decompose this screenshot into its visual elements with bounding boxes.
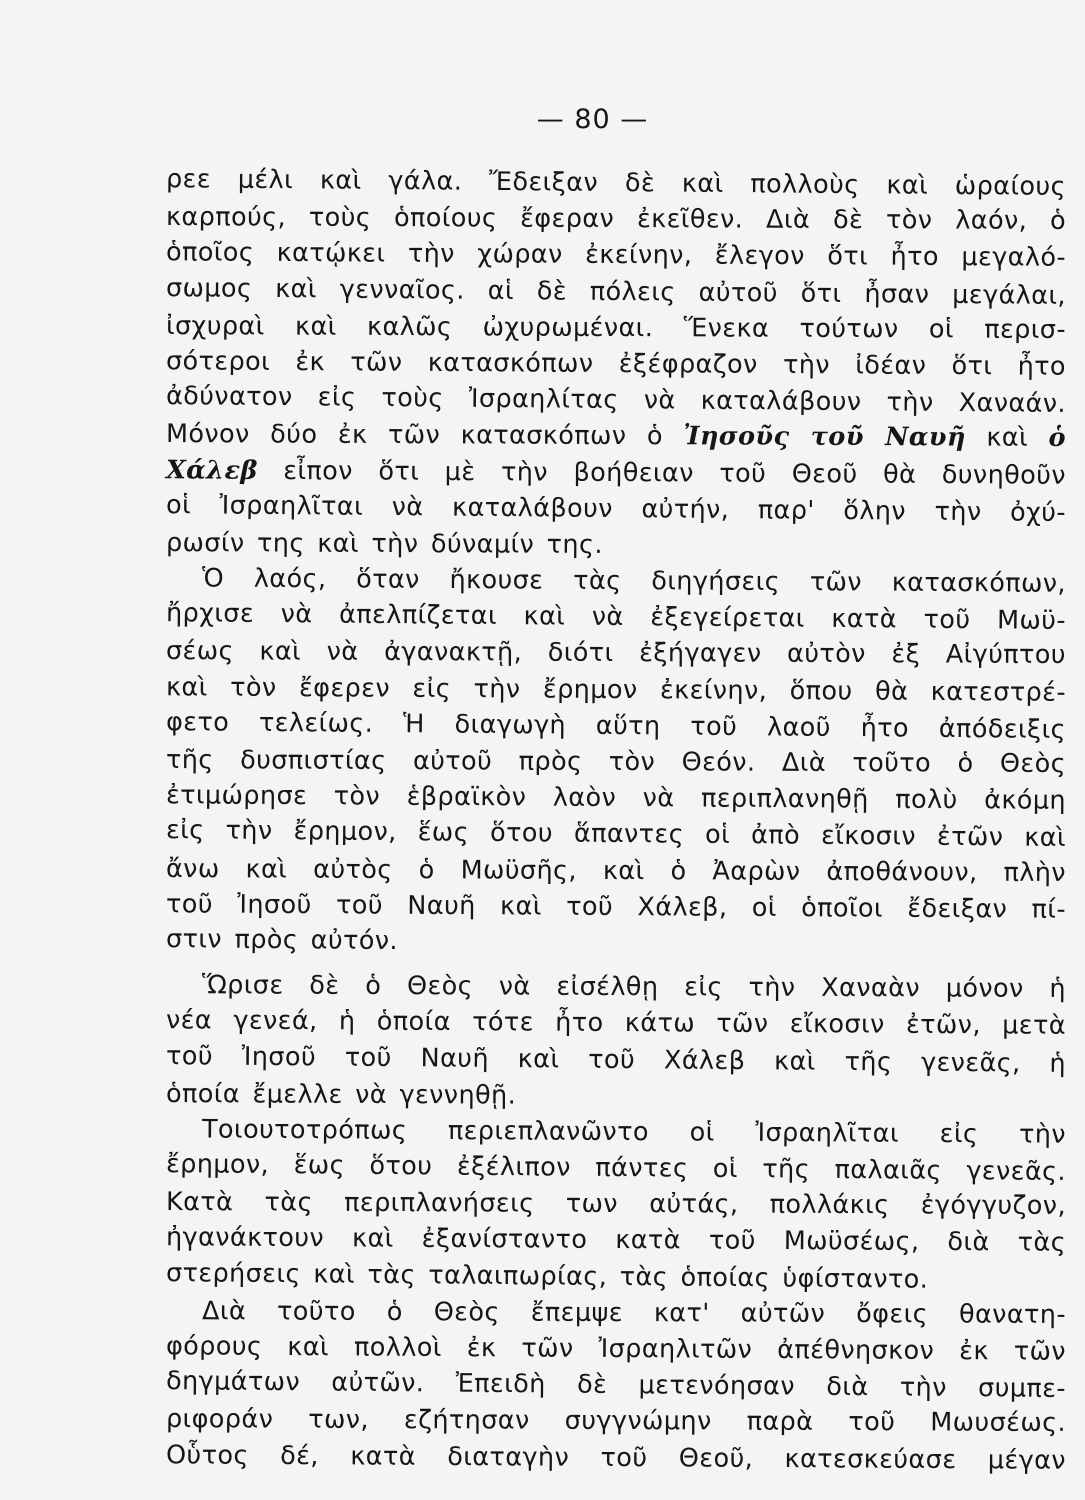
text-line [166, 487, 1066, 531]
line-text: τοῦ Ἰησοῦ τοῦ Ναυῆ καὶ τοῦ Χάλεβ καὶ τῆς γενεᾶς, ἡ [165, 1040, 1067, 1079]
text-line [166, 1003, 1066, 1045]
line-text: Ὁ λαός, ὅταν ἤκουσε τὰς διηγήσεις τῶν κατασκόπων, [201, 563, 1067, 599]
body-text [166, 165, 1066, 1476]
line-text: ἤρχισε νὰ ἀπελπίζεται καὶ νὰ ἐξεγείρεται κατὰ τοῦ Μωϋ- [165, 598, 1067, 637]
line-text: νέα γενεά, ἡ ὁποία τότε ἦτο κάτω τῶν εἴκοσιν ἐτῶν, μετὰ [165, 1005, 1067, 1042]
text-line [166, 704, 1066, 748]
line-text: στιν πρὸς αὐτόν. [165, 924, 399, 957]
line-text: οἱ Ἰσραηλῖται νὰ καταλάβουν αὐτήν, παρ' ὅλην τὴν ὀχύ- [165, 489, 1067, 528]
text-line [166, 199, 1066, 239]
line-text: καὶ [965, 422, 1049, 454]
line-text: ρεε μέλι καὶ γάλα. Ἔδειξαν δὲ καὶ πολλοὺς καὶ ὡραίους [165, 164, 1067, 202]
line-text: φόρους καὶ πολλοὶ ἐκ τῶν Ἰσραηλιτῶν ἀπέθνησκον ἐκ τῶν [165, 1331, 1067, 1367]
line-text: εἶπον ὅτι μὲ τὴν βοήθειαν τοῦ Θεοῦ θὰ δυνηθοῦν [257, 455, 1067, 491]
line-text: ριφοράν των, εζήτησαν συγγνώμην παρὰ τοῦ Μωυσέως. [165, 1404, 1067, 1439]
text-line [166, 452, 1066, 494]
line-text: Μόνον δύο ἐκ τῶν κατασκόπων ὁ [165, 419, 684, 452]
text-line [166, 1146, 1066, 1190]
text-line [166, 812, 1066, 856]
text-line [166, 235, 1066, 277]
line-text: καρπούς, τοὺς ὁποίους ἔφεραν ἐκεῖθεν. Διὰ δὲ τὸν λαόν, ὁ [165, 202, 1067, 237]
line-text: σότεροι ἐκ τῶν κατασκόπων ἐξέφραζον τὴν ἰδέαν ὅτι ἦτο [165, 346, 1067, 382]
text-line [166, 525, 1066, 565]
text-line [166, 921, 1066, 965]
text-line [166, 1184, 1066, 1224]
text-line [166, 1401, 1066, 1441]
line-text: δηγμάτων αὐτῶν. Ἐπειδὴ δὲ μετενόησαν διὰ τὴν συμπε- [165, 1366, 1067, 1405]
line-text: ἠγανάκτουν καὶ ἐξανίσταντο κατὰ τοῦ Μωϋσέως, διὰ τὰς [165, 1222, 1067, 1259]
line-text: ἐτιμώρησε τὸν ἑβραϊκὸν λαὸν νὰ περιπλανηθῇ πολὺ ἀκόμη [165, 780, 1067, 816]
line-text: στερήσεις καὶ τὰς ταλαιπωρίας, τὰς ὁποίας ὑφίσταντο. [165, 1257, 929, 1295]
text-line [166, 308, 1066, 348]
line-text: εἰς τὴν ἔρημον, ἕως ὅτου ἅπαντες οἱ ἀπὸ εἴκοσιν ἐτῶν καὶ [165, 815, 1067, 854]
text-line [166, 742, 1066, 782]
line-text: ἔρημον, ἕως ὅτου ἐξέλιπον πάντες οἱ τῆς παλαιᾶς γενεᾶς. [165, 1149, 1067, 1187]
line-text: φετο τελείως. Ἡ διαγωγὴ αὕτη τοῦ λαοῦ ἦτο ἀπόδειξις [165, 706, 1067, 745]
emphasized-name: Ἰησοῦς τοῦ Ναυῆ [683, 421, 966, 453]
line-text: ρωσίν της καὶ τὴν δύναμίν της. [165, 527, 603, 560]
line-text: ἀδύνατον εἰς τοὺς Ἰσραηλίτας νὰ καταλάβουν τὴν Χαναάν. [165, 381, 1067, 420]
text-line [166, 1076, 1066, 1116]
line-text: σέως καὶ νὰ ἀγανακτῇ, διότι ἐξήγαγεν αὐτὸν ἐξ Αἰγύπτου [165, 636, 1067, 671]
line-text: ἄνω καὶ αὐτὸς ὁ Μωϋσῆς, καὶ ὁ Ἀαρὼν ἀποθάνουν, πλὴν [165, 853, 1067, 888]
text-line [166, 851, 1066, 891]
line-text: ὁποῖος κατῴκει τὴν χώραν ἐκείνην, ἔλεγον ὅτι ἦτο μεγαλό- [165, 237, 1067, 274]
line-text: Ὥρισε δὲ ὁ Θεὸς νὰ εἰσέλθῃ εἰς τὴν Χαναὰν μόνον ἡ [201, 970, 1067, 1005]
text-line [166, 1038, 1066, 1082]
text-line [166, 270, 1066, 314]
emphasized-name: ὁ [1048, 423, 1067, 454]
text-line [166, 1293, 1066, 1333]
line-text: ἰσχυραὶ καὶ καλῶς ὠχυρωμέναι. Ἕνεκα τούτων οἱ περισ- [165, 310, 1067, 345]
line-text: καὶ τὸν ἔφερεν εἰς τὴν ἔρημον ἐκείνην, ὅπου θὰ κατεστρέ- [165, 671, 1067, 708]
text-line [166, 633, 1066, 673]
text-line [166, 1255, 1066, 1299]
text-line [166, 1220, 1066, 1262]
emphasized-name: Χάλεβ [165, 454, 258, 486]
text-line [166, 161, 1066, 205]
line-text: τοῦ Ἰησοῦ τοῦ Ναυῆ καὶ τοῦ Χάλεβ, οἱ ὁποῖοι ἔδειξαν πί- [165, 889, 1067, 925]
line-text: Τοιουτοτρόπως περιεπλανῶντο οἱ Ἰσραηλῖται εἰς τὴν [201, 1114, 1067, 1150]
line-text: Οὗτος δέ, κατὰ διαταγὴν τοῦ Θεοῦ, κατεσκεύασε μέγαν [165, 1439, 1067, 1476]
line-text: ὁποία ἔμελλε νὰ γεννηθῇ. [165, 1078, 517, 1111]
text-line [166, 967, 1066, 1007]
line-text: Διὰ τοῦτο ὁ Θεὸς ἔπεμψε κατ' αὐτῶν ὄφεις θανατη- [201, 1296, 1067, 1330]
line-text: Κατὰ τὰς περιπλανήσεις των αὐτάς, πολλάκις ἐγόγγυζον, [165, 1187, 1067, 1222]
text-line [166, 416, 1066, 456]
page-number: — 80 — [536, 104, 649, 135]
text-line [166, 1437, 1066, 1479]
line-text: τῆς δυσπιστίας αὐτοῦ πρὸς τὸν Θεόν. Διὰ τοῦτο ὁ Θεὸς [165, 745, 1067, 779]
line-text: σωμος καὶ γενναῖος. αἱ δὲ πόλεις αὐτοῦ ὅτι ἦσαν μεγάλαι, [165, 272, 1067, 311]
